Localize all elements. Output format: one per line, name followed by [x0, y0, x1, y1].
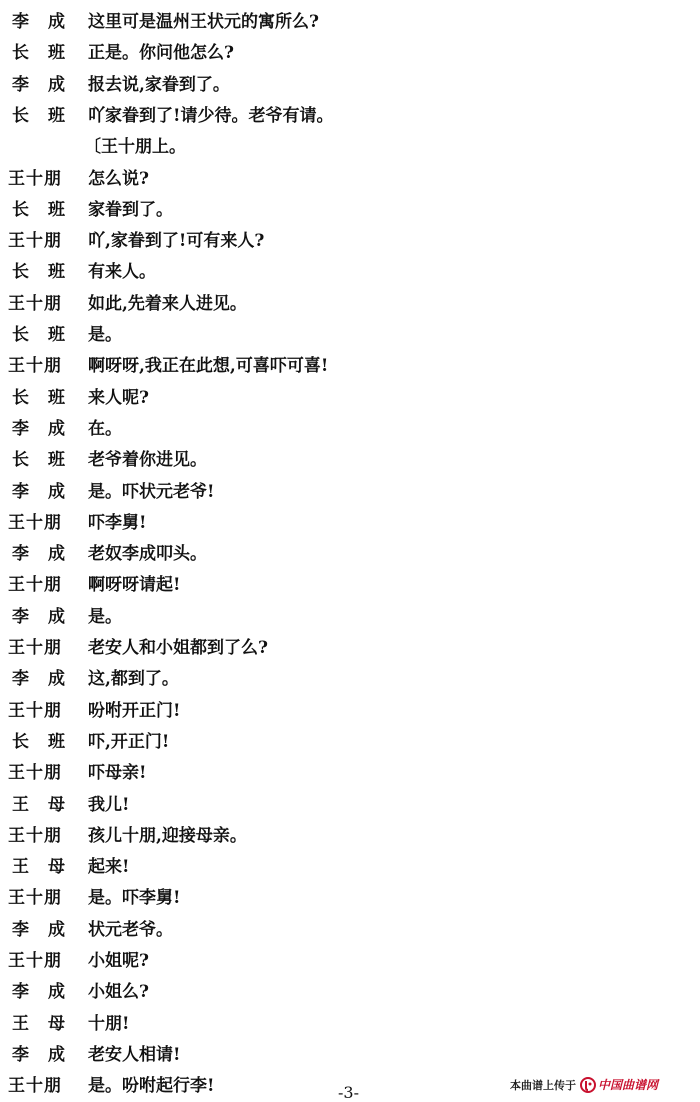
dialogue-text: 老安人和小姐都到了么?: [88, 638, 268, 658]
speaker-name: 王十朋: [8, 825, 62, 846]
dialogue-text: 我儿!: [88, 794, 130, 815]
script-line: 长 班 来人呢?: [0, 380, 700, 411]
script-line: 李 成 在。: [0, 411, 700, 442]
dialogue-text: 是。吓李舅!: [88, 888, 181, 909]
dialogue-text: 老奴李成叩头。: [88, 544, 207, 565]
site-logo: [580, 1076, 658, 1093]
dialogue-text: 老爷着你进见。: [88, 450, 207, 471]
footer-credit: [510, 1076, 658, 1093]
dialogue-text: 这,都到了。: [88, 669, 179, 690]
script-line: [0, 223, 700, 254]
script-line: 王 母 起来!: [0, 849, 700, 880]
script-line: [0, 129, 700, 160]
dialogue-text: 小姐呢?: [88, 951, 149, 971]
page-number: -3-: [338, 1083, 359, 1102]
script-line: [0, 567, 700, 598]
speaker-name: 王十朋: [8, 1076, 62, 1097]
stage-direction: 〔王十朋上。: [84, 137, 186, 158]
script-line: [0, 818, 700, 849]
script-line: 李 成 是。吓状元老爷!: [0, 474, 700, 505]
dialogue-text: 吖,家眷到了!可有来人?: [88, 231, 265, 252]
site-logo-icon: [580, 1077, 596, 1093]
script-line: 长 班 家眷到了。: [0, 192, 700, 223]
script-line: 李 成 老安人相请!: [0, 1037, 700, 1068]
script-line: 李 成 老奴李成叩头。: [0, 536, 700, 567]
speaker-name: 王十朋: [8, 231, 62, 252]
script-line: [0, 505, 700, 536]
script-line: [0, 880, 700, 911]
site-name: 中国曲谱网: [598, 1078, 659, 1092]
speaker-name: 王十朋: [8, 888, 62, 909]
script-line: 李 成 这里可是温州王状元的寓所么?: [0, 4, 700, 35]
script-line: [0, 286, 700, 317]
dialogue-text: 在。: [88, 418, 122, 439]
dialogue-text: 十朋!: [88, 1013, 130, 1034]
script-line: 李 成 这,都到了。: [0, 661, 700, 692]
script-line: [0, 161, 700, 192]
dialogue-text: 吓母亲!: [88, 763, 147, 784]
speaker-name: 王十朋: [8, 512, 62, 533]
dialogue-text: 小姐么?: [88, 982, 149, 1003]
script-line: 长 班 有来人。: [0, 254, 700, 285]
speaker-name: 王十朋: [8, 951, 62, 971]
dialogue-text: 啊呀呀请起!: [88, 575, 181, 596]
script-line: 李 成 报去说,家眷到了。: [0, 67, 700, 98]
script-line: [0, 755, 700, 786]
script-line: 长 班 是。: [0, 317, 700, 348]
speaker-name: 王十朋: [8, 638, 62, 658]
script-line: [0, 693, 700, 724]
dialogue-text: 这里可是温州王状元的寓所么?: [88, 12, 319, 32]
script-line: [0, 348, 700, 379]
dialogue-text: 吖家眷到了!请少待。老爷有请。: [88, 105, 334, 126]
dialogue-text: 报去说,家眷到了。: [88, 74, 230, 95]
dialogue-text: 吩咐开正门!: [88, 700, 181, 721]
dialogue-text: 是。: [88, 325, 122, 345]
script-line: 长 班 老爷着你进见。: [0, 442, 700, 473]
script-line: 长 班 吓,开正门!: [0, 724, 700, 755]
speaker-name: 王十朋: [8, 293, 62, 314]
speaker-name: 王十朋: [8, 575, 62, 596]
script-line: 李 成 状元老爷。: [0, 912, 700, 943]
script-line: 李 成 是。: [0, 599, 700, 630]
script-line: 王 母 我儿!: [0, 787, 700, 818]
dialogue-text: 状元老爷。: [88, 919, 173, 940]
speaker-name: 王十朋: [8, 763, 62, 784]
script-line: [0, 630, 700, 661]
speaker-name: 王十朋: [8, 168, 62, 189]
script-line: 李 成 小姐么?: [0, 974, 700, 1005]
dialogue-text: 家眷到了。: [88, 199, 173, 220]
script-line: [0, 943, 700, 974]
script-line: 王 母 十朋!: [0, 1006, 700, 1037]
dialogue-text: 是。: [88, 606, 122, 627]
dialogue-text: 有来人。: [88, 262, 156, 283]
dialogue-text: 吓李舅!: [88, 512, 147, 533]
script-line: 长 班 正是。你问他怎么?: [0, 35, 700, 66]
dialogue-text: 老安人相请!: [88, 1044, 181, 1065]
dialogue-text: 吓,开正门!: [88, 731, 170, 752]
dialogue-text: 啊呀呀,我正在此想,可喜吓可喜!: [88, 356, 329, 377]
dialogue-text: 来人呢?: [88, 387, 149, 408]
dialogue-text: 如此,先着来人进见。: [88, 293, 247, 314]
dialogue-text: 孩儿十朋,迎接母亲。: [88, 825, 247, 846]
dialogue-text: 起来!: [88, 857, 130, 878]
dialogue-text: 是。吩咐起行李!: [88, 1076, 215, 1097]
speaker-name: 王十朋: [8, 356, 62, 377]
script-line: 长 班 吖家眷到了!请少待。老爷有请。: [0, 98, 700, 129]
dialogue-text: 怎么说?: [88, 168, 149, 189]
dialogue-text: 正是。你问他怎么?: [88, 43, 234, 64]
upload-credit-text: 本曲谱上传于: [510, 1078, 576, 1092]
speaker-name: 王十朋: [8, 700, 62, 721]
dialogue-text: 是。吓状元老爷!: [88, 481, 215, 502]
